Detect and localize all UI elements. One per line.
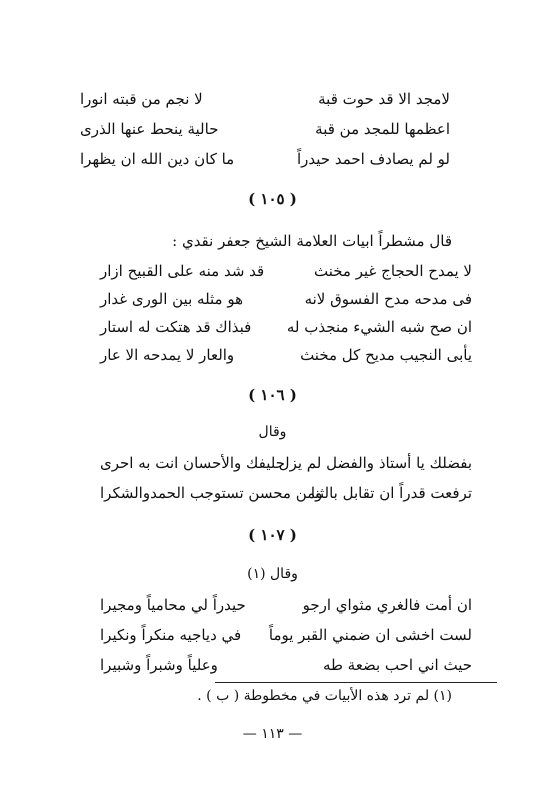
verse-hemistich-second: هو مثله بين الورى غدار: [100, 290, 244, 308]
verse-hemistich-first: ان أمت فالغري مثواي ارجو: [302, 596, 472, 614]
verse-hemistich-second: وعلياً وشبراً وشبيرا: [100, 656, 218, 674]
verse-hemistich-second: حيدراً لي محامياً ومجيرا: [100, 596, 246, 614]
footnote-divider: [215, 682, 497, 683]
verse-hemistich-second: والعار لا يمدحه الا عار: [100, 346, 235, 364]
verse-hemistich-first: ترفعت قدراً ان تقابل بالثنا: [310, 484, 472, 502]
section-heading: ( ١٠٥ ): [248, 190, 297, 208]
verse-hemistich-first: يأبى النجيب مديح كل مخنث: [300, 346, 472, 364]
section-intro: وقال (١): [247, 566, 298, 582]
section-intro: قال مشطراً ابيات العلامة الشيخ جعفر نقدي :: [172, 232, 452, 250]
verse-hemistich-second: فبذاك قد هتكت له استار: [100, 318, 252, 336]
verse-hemistich-second: ما كان دين الله ان يظهرا: [80, 150, 235, 168]
verse-hemistich-first: اعظمها للمجد من قبة: [315, 120, 450, 138]
verse-hemistich-first: فى مدحه مدح الفسوق لانه: [304, 290, 472, 308]
verse-hemistich-first: لا يمدح الحجاج غير مخنث: [313, 262, 472, 280]
footnote: (١) لم ترد هذه الأبيات في مخطوطة ( ب ) .: [197, 688, 452, 704]
verse-hemistich-second: حليفك والأحسان انت به احرى: [100, 454, 286, 472]
verse-hemistich-first: ان صح شبه الشيء منجذب له: [286, 318, 472, 336]
section-intro: وقال: [258, 424, 287, 440]
verse-hemistich-second: حالية ينحط عنها الذرى: [80, 120, 219, 138]
verse-hemistich-first: لست اخشى ان ضمني القبر يوماً: [268, 626, 472, 644]
page-number: — ١١٣ —: [242, 726, 303, 742]
verse-hemistich-second: لا نجم من قبته انورا: [80, 90, 203, 108]
verse-hemistich-second: قد شد منه على القبيح ازار: [100, 262, 265, 280]
verse-hemistich-first: لامجد الا قد حوت قبة: [318, 90, 450, 108]
verse-hemistich-first: لو لم يصادف احمد حيدراً: [297, 150, 450, 168]
verse-hemistich-second: في دياجيه منكراً ونكيرا: [100, 626, 242, 644]
verse-hemistich-first: حيث اني احب بضعة طه: [322, 656, 472, 674]
verse-hemistich-first: بفضلك يا أستاذ والفضل لم يزل: [278, 454, 472, 472]
verse-hemistich-second: ومن محسن تستوجب الحمدوالشكرا: [100, 484, 323, 502]
section-heading: ( ١٠٧ ): [248, 526, 297, 544]
section-heading: ( ١٠٦ ): [248, 386, 297, 404]
